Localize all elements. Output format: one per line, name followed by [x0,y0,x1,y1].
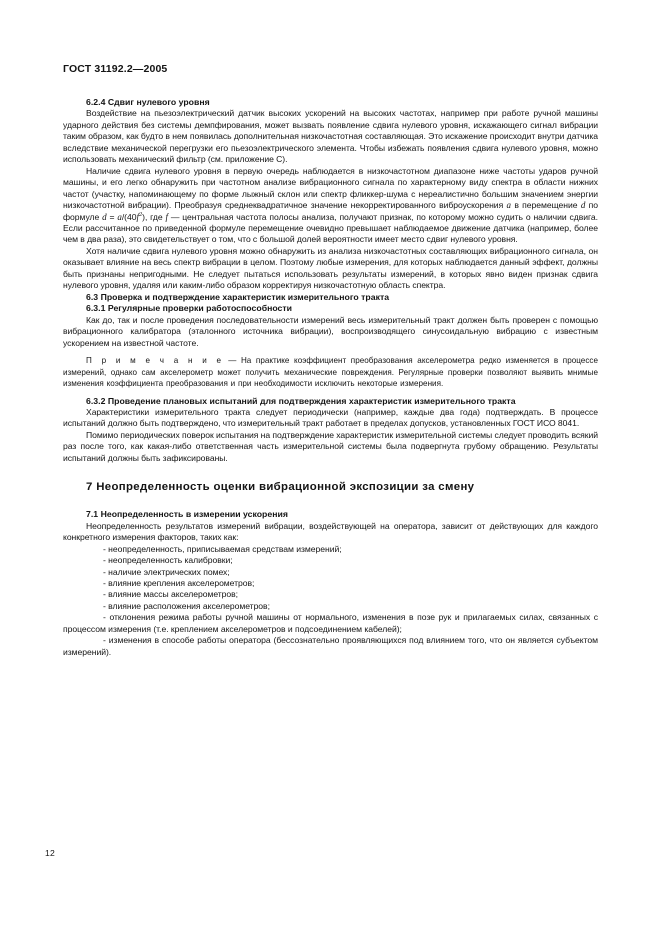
heading-section-7: 7 Неопределенность оценки вибрационной экспозиции за смену [86,480,475,493]
list-item: - неопределенность калибровки; [103,555,233,566]
list-item: - наличие электрических помех; [103,566,230,577]
para-text-after-d: по формуле [63,200,598,222]
paragraph-6-2-4-3: Хотя наличие сдвига нулевого уровня можно обнаружить из анализа низкочастотных составляющих вибрационного сигнала, он оказывает влияние на весь спектр вибрации в целом. Поэтому любые измерения, для которых наблюдается данный эффект, должны быть признаны непригодными. Не следует пытаться использовать результаты измерений, в которых явно виден признак сдвига нулевого уровня, удаляя или каким-либо образом корректируя низкочастотную область спектра. [63,245,598,291]
paragraph-6-2-4-1: Воздействие на пьезоэлектрический датчик высоких ускорений на высоких частотах, например при работе ручной машины ударного действия без системы демпфирования, может вызвать появление сдвига нулевого уровня, искажающего сигнал вибрации таким образом, как будто в нем появилась дополнительная низкочастотная составляющая. Это искажение происходит внутри датчика вследствие механической перегрузки его пьезоэлектрического элемента. Чтобы избежать появления сдвига нулевого уровня, можно использовать механический фильтр (см. приложение С). [63,108,598,165]
note-6-3-1 [63,355,598,389]
paragraph-6-3-1-1: Как до, так и после проведения последовательности измерений весь измерительный тракт должен быть проверен с помощью вибрационного калибратора (эталонного источника вибрации), воспроизводящего синусоидальную вибрацию с известным ускорением на известной частоте. [63,314,598,348]
variable-f: f [165,211,168,222]
note-dash: — [223,356,241,366]
heading-6-2-4: 6.2.4 Сдвиг нулевого уровня [86,97,210,107]
para-text-after-formula: , где [144,211,166,222]
formula-equals: = [106,211,118,222]
note-label: П р и м е ч а н и е [86,356,224,366]
para-text-mid: в перемещение [510,200,581,211]
list-item: - влияние массы акселерометров; [103,589,239,600]
formula-exponent: 2 [138,210,143,218]
heading-6-3-1: 6.3.1 Регулярные проверки работоспособности [86,303,293,314]
heading-7-1: 7.1 Неопределенность в измерении ускорения [86,509,288,520]
page-content [63,97,598,658]
formula-denominator: /(40 [121,211,137,222]
standard-code: ГОСТ 31192.2—2005 [63,63,168,75]
para-text-tail: — центральная частота полосы анализа, получают признак, по которому можно судить о наличии сдвига. Если рассчитанное по приведенной формуле перемещение очевидно превышает наблюдаемое движение датчика (например, более чем в два раза), это свидетельствует о том, что с большой долей вероятности имеет место сдвиг нулевого уровня. [63,211,598,245]
list-item: - отклонения режима работы ручной машины от нормального, изменения в позе рук и прилагаемых силах, связанных с процессом измерения (т.е. креплением акселерометров и подсоединением кабелей); [63,612,598,634]
paragraph-7-1-1: Неопределенность результатов измерений вибрации, воздействующей на оператора, зависит от действующих для каждого конкретного измерения факторов, таких как: [63,520,598,543]
para-text-before-formula: Наличие сдвига нулевого уровня в первую очередь наблюдается в низкочастотном диапазоне ниже частоты ударов ручной машины, и его легко обнаружить при частотном анализе вибрационного сигнала по характерному виду спектра в области нижних частот (участку, напоминающему по форме лыжный склон или спектр фликкер-шума с нереалистично большим значением энергии низкочастотной вибрации). Преобразуя среднеквадратичное значение некорректированного виброускорения [63,165,598,211]
formula-variable-d: d [102,211,107,222]
paragraph-6-3-2-1: Характеристики измерительного тракта следует периодически (например, каждые два года) подтверждать. В процессе испытаний должно быть подтверждено, что измерительный тракт работает в пределах допусков, установленных ГОСТ ИСО 8041. [63,407,598,429]
note-body: На практике коэффициент преобразования акселерометра редко изменяется в процессе измерений, однако сам акселерометр может получить механические повреждения. Регулярные проверки позволяют выявить мнимые изменения коэффициента преобразования и при необходимости исключить некоторые измерения. [63,356,598,388]
paragraph-6-2-4-2 [63,166,598,246]
heading-6-3: 6.3 Проверка и подтверждение характеристик измерительного тракта [86,291,390,302]
formula-close-paren: ) [142,211,145,222]
formula-variable-f: $f^2$ [136,210,143,222]
running-header [63,63,167,75]
list-item: - изменения в способе работы оператора (бессознательно проявляющихся под влиянием того, что он является субъектом измерений). [63,635,598,657]
list-item: - неопределенность, приписываемая средствам измерений; [103,543,342,554]
heading-6-3-2: 6.3.2 Проведение плановых испытаний для подтверждения характеристик измерительного тракта [86,395,516,406]
factor-list [63,544,598,659]
list-item: - влияние крепления акселерометров; [103,578,255,589]
formula-variable-a: a [117,211,122,222]
variable-d: d [580,200,586,211]
paragraph-6-3-2-2: Помимо периодических поверок испытания на подтверждение характеристик измерительной системы следует проводить всякий раз после того, как какая-либо ответственная часть измерительной системы была подвергнута грубому обращению. Результаты испытаний должны быть зафиксированы. [63,429,598,463]
page-number: 12 [45,848,55,858]
list-item: - влияние расположения акселерометров; [103,600,270,611]
variable-a: a [506,200,511,211]
